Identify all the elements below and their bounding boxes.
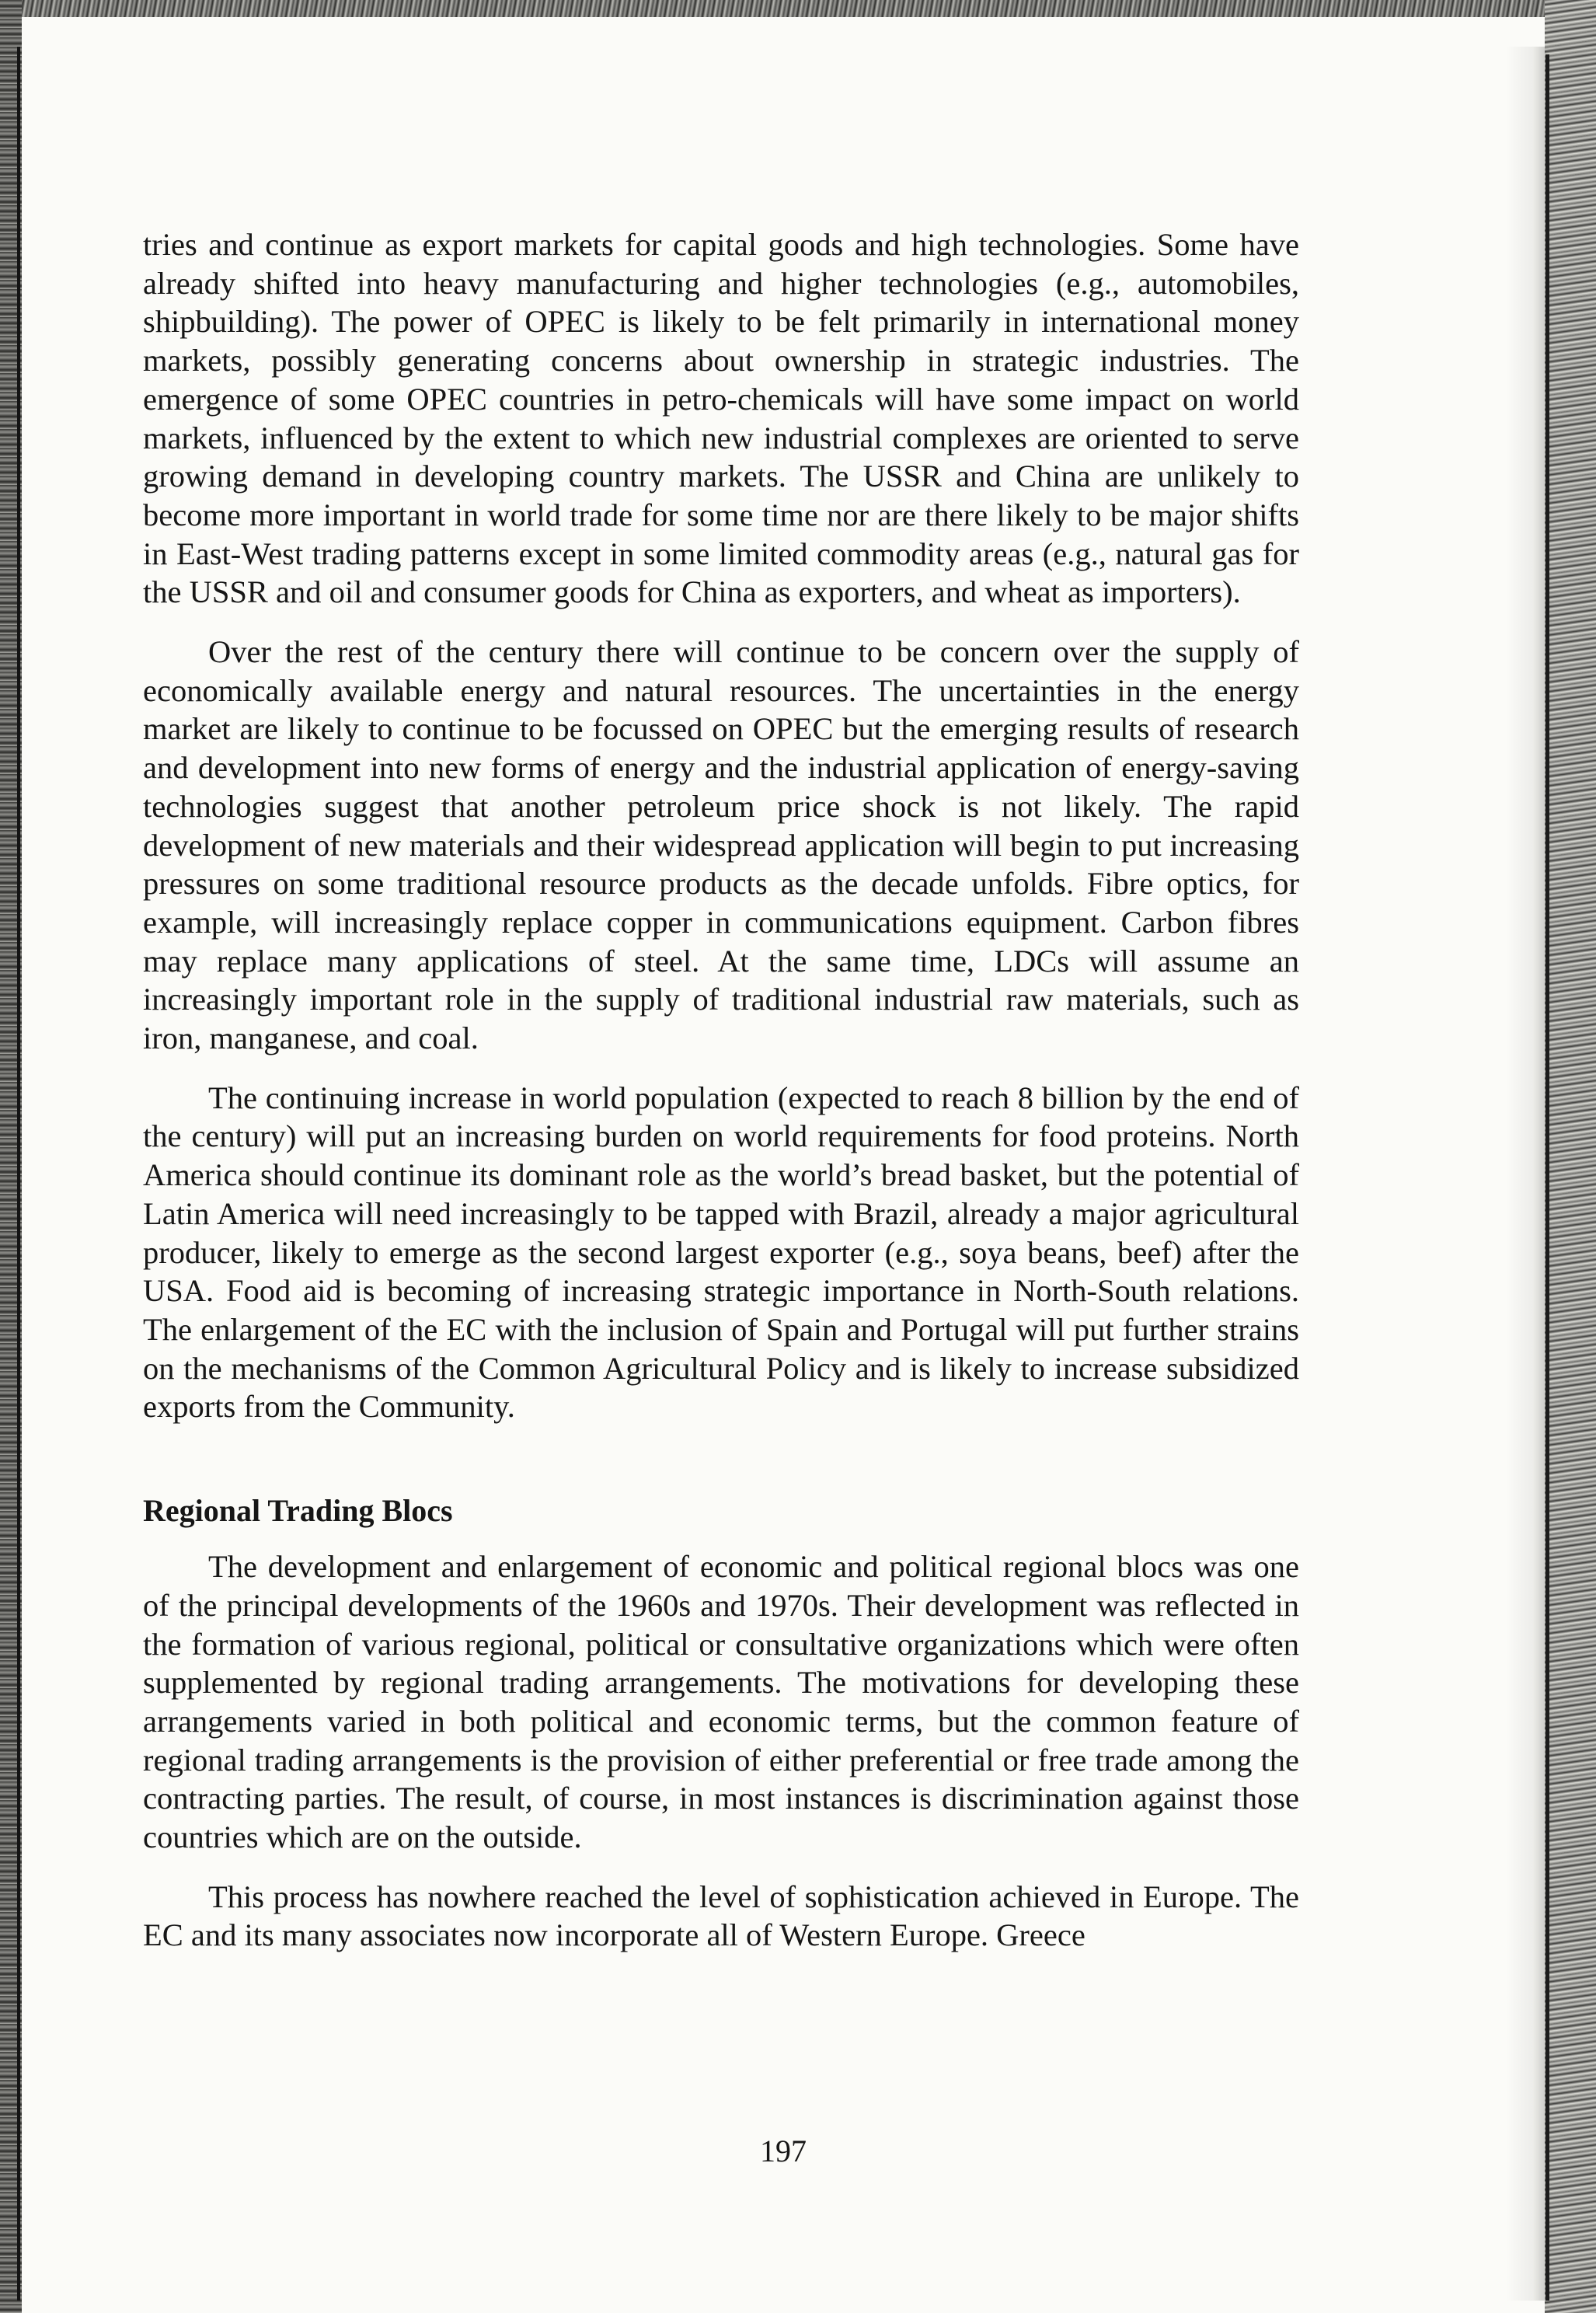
scan-right-border — [1545, 54, 1549, 2301]
paragraph-continued: tries and continue as export markets for capital goods and high technologies. Some have already shifted into heavy manufacturing and higher technologies (e.g., automobiles, shipbuilding). The power of OPEC is likely to be felt primarily in international money markets, possibly generating concerns about ownership in strategic industries. The emergence of some OPEC countries in petro-chemicals will have some impact on world markets, influenced by the extent to which new industrial complexes are oriented to serve growing demand in developing country markets. The USSR and China are unlikely to become more important in world trade for some time nor are there likely to be major shifts in East-West trading patterns except in some limited commodity areas (e.g., natural gas for the USSR and oil and consumer goods for China as exporters, and wheat as importers). — [143, 227, 1299, 610]
page-number: 197 — [760, 2133, 807, 2168]
scan-right-edge — [1545, 0, 1596, 2313]
scan-left-border — [17, 47, 20, 2301]
section-heading: Regional Trading Blocs — [143, 1493, 453, 1529]
book-page — [22, 17, 1545, 2313]
paragraph-energy-resources: Over the rest of the century there will continue to be concern over the supply of economically available energy and natural resources. The uncertainties in the energy market are likely to continue to be focussed on OPEC but the emerging results of research and development into new forms of energy and the industrial application of energy-saving technologies suggest that another petroleum price shock is not likely. The rapid development of new materials and their widespread application will begin to put increasing pressures on some traditional resource products as the decade unfolds. Fibre optics, for example, will increasingly replace copper in communications equipment. Carbon fibres may replace many applications of steel. At the same time, LDCs will assume an increasingly important role in the supply of traditional industrial raw materials, such as iron, manganese, and coal. — [143, 634, 1299, 1056]
paragraph-regional-blocs: The development and enlargement of economic and political regional blocs was one of the principal developments of the 1960s and 1970s. Their development was reflected in the formation of various regional, political or consultative organizations which were often supplemented by regional trading arrangements. The motivations for developing these arrangements varied in both political and economic terms, but the common feature of regional trading arrangements is the provision of either preferential or free trade among the contracting parties. The result, of course, in most instances is discrimination against those countries which are on the outside. — [143, 1549, 1299, 1855]
paragraph-population-food: The continuing increase in world population (expected to reach 8 billion by the end of the century) will put an increasing burden on world requirements for food proteins. North America should continue its dominant role as the world’s bread basket, but the potential of Latin America will need increasingly to be tapped with Brazil, already a major agricultural producer, likely to emerge as the second largest exporter (e.g., soya beans, beef) after the USA. Food aid is becoming of increasing strategic importance in North-South relations. The enlargement of the EC with the inclusion of Spain and Portugal will put further strains on the mechanisms of the Common Agricultural Policy and is likely to increase subsidized exports from the Community. — [143, 1080, 1299, 1425]
body-text — [143, 225, 1299, 1976]
paragraph-europe: This process has nowhere reached the level of sophistication achieved in Europe. The EC and its many associates now incorporate all of Western Europe. Greece — [143, 1879, 1299, 1953]
page-gutter-shadow — [1506, 47, 1545, 2301]
scan-top-edge — [0, 0, 1596, 17]
